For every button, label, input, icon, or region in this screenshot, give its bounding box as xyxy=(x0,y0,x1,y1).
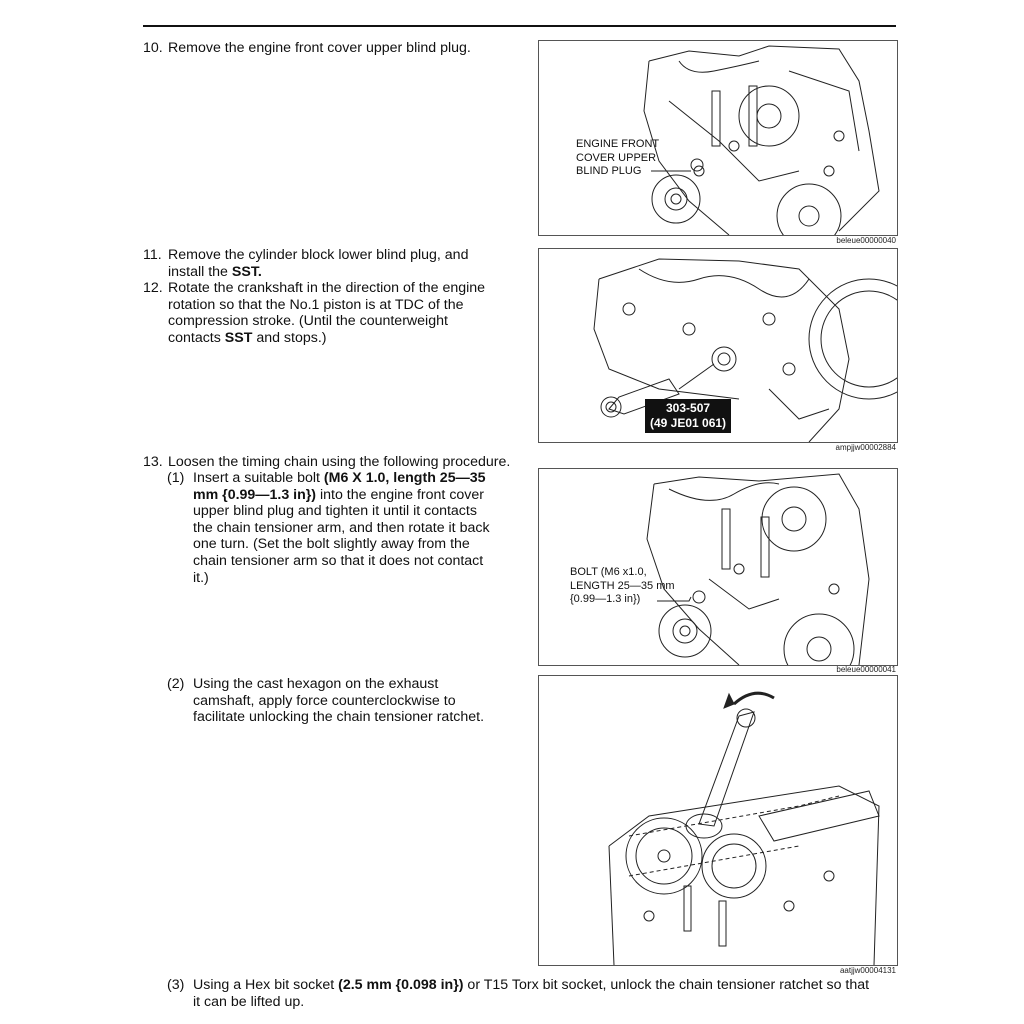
step-text: Using a Hex bit socket xyxy=(193,977,339,993)
sst-term: SST. xyxy=(231,263,262,280)
substep-3 xyxy=(167,977,902,1013)
figure-id: beleue00000041 xyxy=(836,665,896,674)
step-text: into the engine front cover xyxy=(316,486,485,503)
substep-1 xyxy=(167,470,527,590)
sst-number: 303-507 xyxy=(666,401,711,415)
step-text: Rotate the crankshaft in the direction of the engine xyxy=(168,280,486,296)
figure-camshaft-hexagon xyxy=(538,675,898,966)
step-text: install the xyxy=(168,263,232,280)
step-text: one turn. (Set the bolt slightly away from the xyxy=(193,536,470,553)
step-text: Remove the engine front cover upper blind plug. xyxy=(168,40,471,56)
step-number: 10. xyxy=(143,40,163,56)
substep-number: (2) xyxy=(167,676,185,692)
substep-number: (3) xyxy=(167,977,185,993)
step-text: rotation so that the No.1 piston is at TDC of the xyxy=(168,296,464,313)
callout-label: ENGINE FRONT COVER UPPER BLIND PLUG xyxy=(576,138,660,177)
step-text: chain tensioner arm so that it does not contact xyxy=(193,552,484,569)
figure-bolt-insertion xyxy=(538,468,898,666)
step-text: camshaft, apply force counterclockwise to xyxy=(193,692,456,709)
step-text: it.) xyxy=(193,569,209,586)
step-text: Using the cast hexagon on the exhaust xyxy=(193,676,439,692)
step-text: upper blind plug and tighten it until it contacts xyxy=(193,503,477,520)
figure-sst-install xyxy=(538,248,898,443)
step-number: 13. xyxy=(143,454,163,470)
step-text: or T15 Torx bit socket, unlock the chain tensioner ratchet so that xyxy=(463,977,870,993)
step-10 xyxy=(143,40,523,60)
step-text: contacts xyxy=(168,329,225,346)
step-12 xyxy=(143,280,523,350)
step-text: it can be lifted up. xyxy=(193,993,305,1010)
sst-term: SST xyxy=(224,329,253,346)
header-rule xyxy=(143,25,896,27)
step-text: Remove the cylinder block lower blind plug, and xyxy=(168,247,469,263)
step-text: and stops.) xyxy=(252,329,327,346)
substep-number: (1) xyxy=(167,470,185,486)
step-text: the chain tensioner arm, and then rotate it back xyxy=(193,519,490,536)
step-text: Insert a suitable bolt xyxy=(193,470,324,486)
figure-id: beleue00000040 xyxy=(836,236,896,245)
figure-id: aatjjw00004131 xyxy=(839,966,896,975)
figure-front-cover-blind-plug xyxy=(538,40,898,236)
sst-code: (49 JE01 061) xyxy=(650,416,727,430)
step-text: compression stroke. (Until the counterweight xyxy=(168,313,448,330)
sst-number-label xyxy=(645,399,731,433)
bolt-spec: (M6 X 1.0, length 25—35 xyxy=(323,470,486,486)
step-number: 12. xyxy=(143,280,163,296)
step-number: 11. xyxy=(143,247,162,263)
engine-illustration xyxy=(539,676,897,965)
socket-spec: (2.5 mm {0.098 in}) xyxy=(338,977,464,993)
bolt-spec: mm {0.99—1.3 in}) xyxy=(193,486,317,503)
substep-2 xyxy=(167,676,527,728)
step-text: facilitate unlocking the chain tensioner ratchet. xyxy=(193,709,485,726)
step-text: Loosen the timing chain using the following procedure. xyxy=(168,454,511,470)
figure-id: ampjjw00002884 xyxy=(835,443,896,452)
step-11 xyxy=(143,247,523,283)
callout-label: BOLT (M6 x1.0, LENGTH 25—35 mm {0.99—1.3 in}) xyxy=(570,566,675,605)
